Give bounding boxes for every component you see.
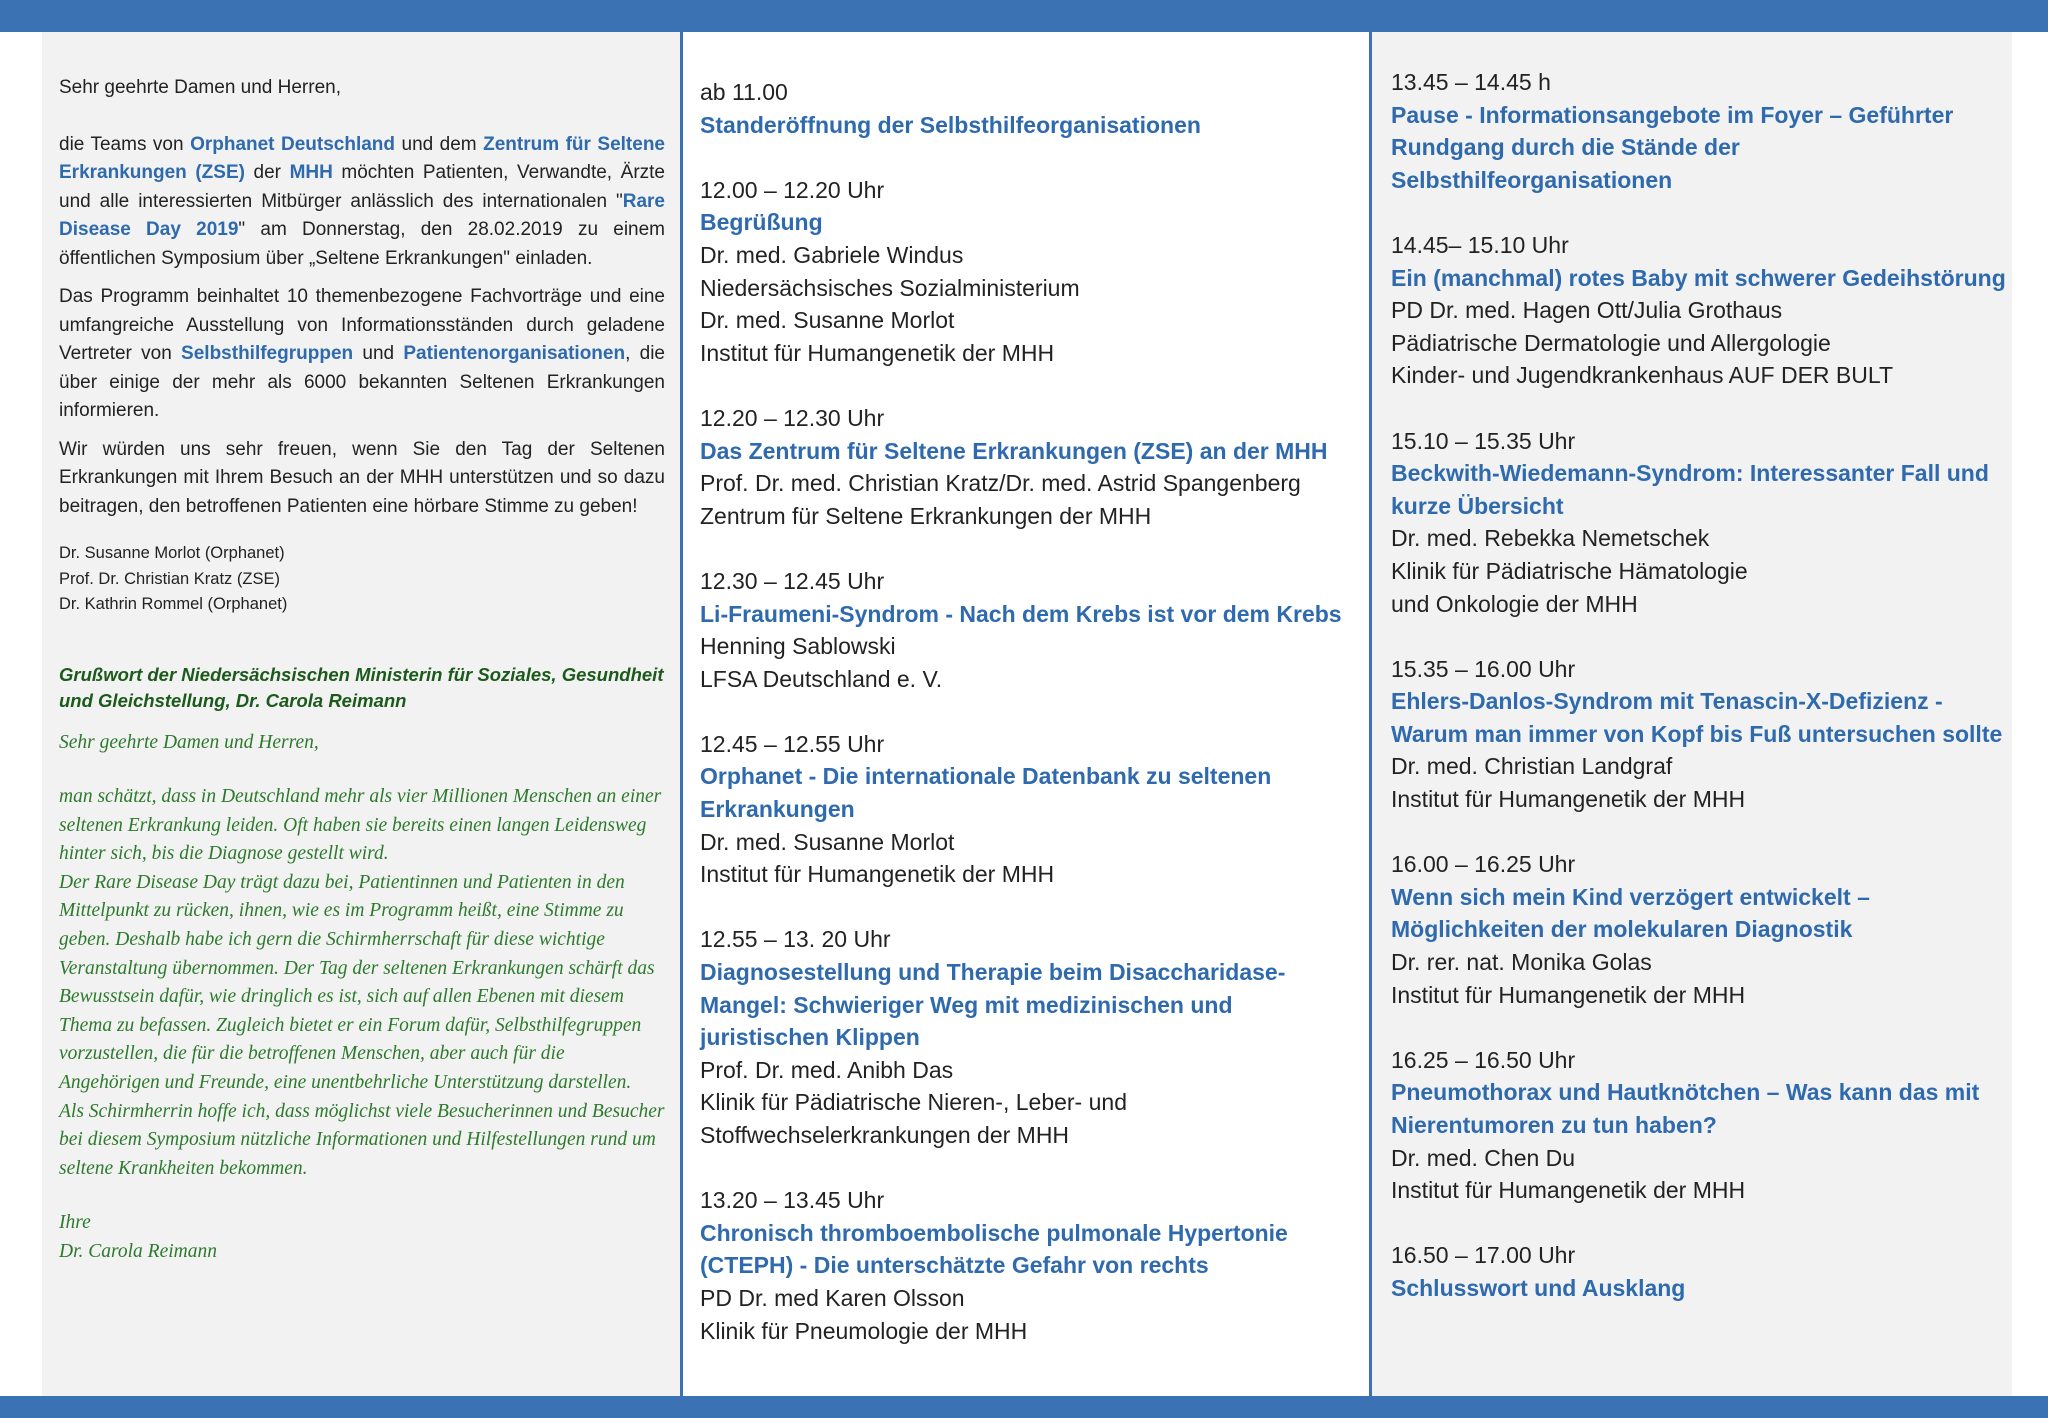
grusswort-signature: Dr. Carola Reimann — [59, 1241, 217, 1262]
program-speaker-line: Dr. med. Susanne Morlot — [700, 828, 955, 855]
program-item — [700, 402, 1350, 532]
program-column-2 — [1391, 66, 2011, 1337]
program-item — [1391, 425, 2011, 621]
program-speaker-line: Prof. Dr. med. Christian Kratz/Dr. med. Astrid Spangenberg — [700, 470, 1301, 497]
program-speaker-line: Institut für Humangenetik der MHH — [700, 339, 1055, 366]
program-item — [1391, 229, 2011, 392]
program-item — [700, 923, 1350, 1151]
program-item — [700, 76, 1350, 141]
letter-paragraph: Das Programm beinhaltet 10 themenbezogene Fachvorträge und eine umfangreiche Ausstellung von Informationsständen durch geladene Vertreter von Selbsthilfegruppen und Patientenorganisationen, die über einige der mehr als 6000 bekannten Seltenen Erkrankungen informieren. — [59, 286, 665, 421]
program-time: 12.00 – 12.20 Uhr — [700, 176, 885, 203]
program-title: Wenn sich mein Kind verzögert entwickelt – Möglichkeiten der molekularen Diagnostik — [1391, 883, 1870, 943]
program-time: 12.45 – 12.55 Uhr — [700, 730, 885, 757]
program-title: Li-Fraumeni-Syndrom - Nach dem Krebs ist vor dem Krebs — [700, 600, 1342, 627]
grusswort-paragraph: man schätzt, dass in Deutschland mehr als vier Millionen Menschen an einer seltenen Erkrankung leiden. Oft haben sie bereits einen langen Leidensweg hinter sich, bis die Diagnose gestellt wird. — [59, 786, 662, 865]
program-title: Diagnosestellung und Therapie beim Disaccharidase-Mangel: Schwieriger Weg mit medizinischen und juristischen Klippen — [700, 959, 1286, 1051]
program-item — [1391, 653, 2011, 816]
program-item — [700, 174, 1350, 370]
program-time: 14.45– 15.10 Uhr — [1391, 231, 1569, 258]
letter-paragraph: Wir würden uns sehr freuen, wenn Sie den Tag der Seltenen Erkrankungen mit Ihrem Besuch an der MHH unterstützen und so dazu beitragen, den betroffenen Patienten eine hörbare Stimme zu geben! — [59, 438, 665, 517]
program-speaker-line: PD Dr. med. Hagen Ott/Julia Grothaus — [1391, 297, 1783, 324]
program-title: Begrüßung — [700, 209, 823, 236]
program-time: 15.10 – 15.35 Uhr — [1391, 427, 1576, 454]
program-speaker-line: Pädiatrische Dermatologie und Allergologie — [1391, 329, 1831, 356]
top-accent-bar — [0, 0, 2048, 32]
grusswort-closing: Ihre — [59, 1212, 91, 1234]
program-speaker-line: Dr. med. Christian Landgraf — [1391, 753, 1673, 780]
grusswort-text — [59, 729, 665, 1267]
program-title: Ein (manchmal) rotes Baby mit schwerer Gedeihstörung — [1391, 264, 2006, 291]
program-item — [1391, 848, 2011, 1011]
program-time: 15.35 – 16.00 Uhr — [1391, 655, 1576, 682]
event-name: Rare Disease Day 2019 — [59, 190, 665, 240]
program-speaker-line: Klinik für Pädiatrische Hämatologie — [1391, 557, 1748, 584]
program-speaker-line: Dr. rer. nat. Monika Golas — [1391, 949, 1652, 976]
program-speaker-line: Klinik für Pneumologie der MHH — [700, 1317, 1028, 1344]
org-name: Zentrum für Seltene Erkrankungen (ZSE) — [59, 133, 665, 183]
program-speaker-line: Institut für Humangenetik der MHH — [1391, 786, 1746, 813]
grusswort-paragraph: Als Schirmherrin hoffe ich, dass möglichst viele Besucherinnen und Besucher bei diesem Symposium nützliche Informationen und Hilfestellungen rund um seltene Krankheiten bekommen. — [59, 1100, 665, 1179]
program-speaker-line: Kinder- und Jugendkrankenhaus AUF DER BULT — [1391, 362, 1894, 389]
program-speaker-line: Dr. med. Rebekka Nemetschek — [1391, 525, 1710, 552]
program-speaker-line: Dr. med. Chen Du — [1391, 1144, 1576, 1171]
column-divider — [680, 32, 683, 1396]
program-item — [1391, 1044, 2011, 1207]
program-title: Chronisch thromboembolische pulmonale Hypertonie (CTEPH) - Die unterschätzte Gefahr von rechts — [700, 1219, 1288, 1279]
bottom-accent-bar — [0, 1396, 2048, 1418]
letter-column — [59, 74, 665, 1267]
letter-greeting: Sehr geehrte Damen und Herren, — [59, 77, 341, 98]
program-speaker-line: Institut für Humangenetik der MHH — [1391, 1177, 1746, 1204]
signature-line: Dr. Susanne Morlot (Orphanet) — [59, 544, 285, 562]
program-time: 13.20 – 13.45 Uhr — [700, 1187, 885, 1214]
program-title: Ehlers-Danlos-Syndrom mit Tenascin-X-Defizienz - Warum man immer von Kopf bis Fuß untersuchen sollte — [1391, 688, 2003, 747]
program-time: 16.25 – 16.50 Uhr — [1391, 1046, 1576, 1073]
signature-block — [59, 541, 665, 618]
program-speaker-line: LFSA Deutschland e. V. — [700, 665, 943, 692]
program-time: 12.20 – 12.30 Uhr — [700, 404, 885, 431]
program-speaker-line: Institut für Humangenetik der MHH — [700, 861, 1055, 888]
program-speaker-line: Stoffwechselerkrankungen der MHH — [700, 1122, 1070, 1148]
org-name: Orphanet Deutschland — [190, 133, 396, 155]
program-column-1 — [700, 76, 1350, 1380]
program-speaker-line: Institut für Humangenetik der MHH — [1391, 981, 1746, 1008]
program-time: 12.55 – 13. 20 Uhr — [700, 926, 891, 953]
grusswort-heading: Grußwort der Niedersächsischen Ministerin für Soziales, Gesundheit und Gleichstellung, Dr. Carola Reimann — [59, 663, 664, 711]
program-time: ab 11.00 — [700, 79, 788, 105]
grusswort-paragraph: Der Rare Disease Day trägt dazu bei, Patientinnen und Patienten in den Mittelpunkt zu rücken, ihnen, wie es im Programm heißt, eine Stimme zu geben. Deshalb habe ich gern die Schirmherrschaft für diese wichtige Veranstaltung übernommen. Der Tag der seltenen Erkrankungen schärft das Bewusstsein dafür, wie dringlich es ist, sich auf allen Ebenen mit diesem Thema zu befassen. Zugleich bietet er ein Forum dafür, Selbsthilfegruppen vorzustellen, die für die betroffenen Menschen, aber auch für die Angehörigen und Freunde, eine unentbehrliche Unterstützung darstellen. — [59, 871, 655, 1094]
program-speaker-line: PD Dr. med Karen Olsson — [700, 1284, 965, 1311]
invitation-letter — [59, 74, 665, 618]
program-item — [1391, 1239, 2011, 1304]
program-speaker-line: und Onkologie der MHH — [1391, 590, 1638, 617]
program-speaker-line: Zentrum für Seltene Erkrankungen der MHH — [700, 502, 1152, 529]
letter-paragraph: die Teams von Orphanet Deutschland und dem Zentrum für Seltene Erkrankungen (ZSE) der MHH möchten Patienten, Verwandte, Ärzte und alle interessierten Mitbürger anlässlich des internationalen "Rare Disease Day 2019" am Donnerstag, den 28.02.2019 zu einem öffentlichen Symposium über „Seltene Erkrankungen" einladen. — [59, 133, 665, 269]
grusswort-greeting: Sehr geehrte Damen und Herren, — [59, 731, 319, 753]
program-title: Beckwith-Wiedemann-Syndrom: Interessanter Fall und kurze Übersicht — [1391, 460, 1989, 519]
program-title: Standeröffnung der Selbsthilfeorganisationen — [700, 111, 1201, 138]
program-speaker-line: Prof. Dr. med. Anibh Das — [700, 1056, 954, 1083]
program-speaker-line: Dr. med. Gabriele Windus — [700, 241, 964, 268]
program-title: Schlusswort und Ausklang — [1391, 1274, 1686, 1301]
program-title: Orphanet - Die internationale Datenbank zu seltenen Erkrankungen — [700, 763, 1272, 823]
program-speaker-line: Klinik für Pädiatrische Nieren-, Leber- und — [700, 1089, 1127, 1116]
program-title: Pause - Informationsangebote im Foyer – Geführter Rundgang durch die Stände der Selbsthilfeorganisationen — [1391, 101, 1954, 193]
program-speaker-line: Henning Sablowski — [700, 633, 896, 660]
program-title: Das Zentrum für Seltene Erkrankungen (ZSE) an der MHH — [700, 437, 1328, 464]
signature-line: Prof. Dr. Christian Kratz (ZSE) — [59, 569, 280, 588]
program-speaker-line: Dr. med. Susanne Morlot — [700, 307, 955, 334]
program-speaker-line: Niedersächsisches Sozialministerium — [700, 274, 1080, 301]
program-title: Pneumothorax und Hautknötchen – Was kann das mit Nierentumoren zu tun haben? — [1391, 1079, 1980, 1138]
column-divider — [1369, 32, 1372, 1396]
org-name: MHH — [289, 162, 333, 183]
program-time: 16.50 – 17.00 Uhr — [1391, 1242, 1576, 1269]
program-item — [1391, 66, 2011, 196]
program-time: 12.30 – 12.45 Uhr — [700, 567, 885, 594]
program-time: 13.45 – 14.45 h — [1391, 69, 1551, 95]
program-item — [700, 728, 1350, 891]
program-time: 16.00 – 16.25 Uhr — [1391, 851, 1576, 878]
program-item — [700, 1184, 1350, 1347]
highlight-term: Selbsthilfegruppen — [181, 343, 354, 364]
program-item — [700, 565, 1350, 695]
signature-line: Dr. Kathrin Rommel (Orphanet) — [59, 595, 288, 613]
highlight-term: Patientenorganisationen — [403, 343, 626, 364]
